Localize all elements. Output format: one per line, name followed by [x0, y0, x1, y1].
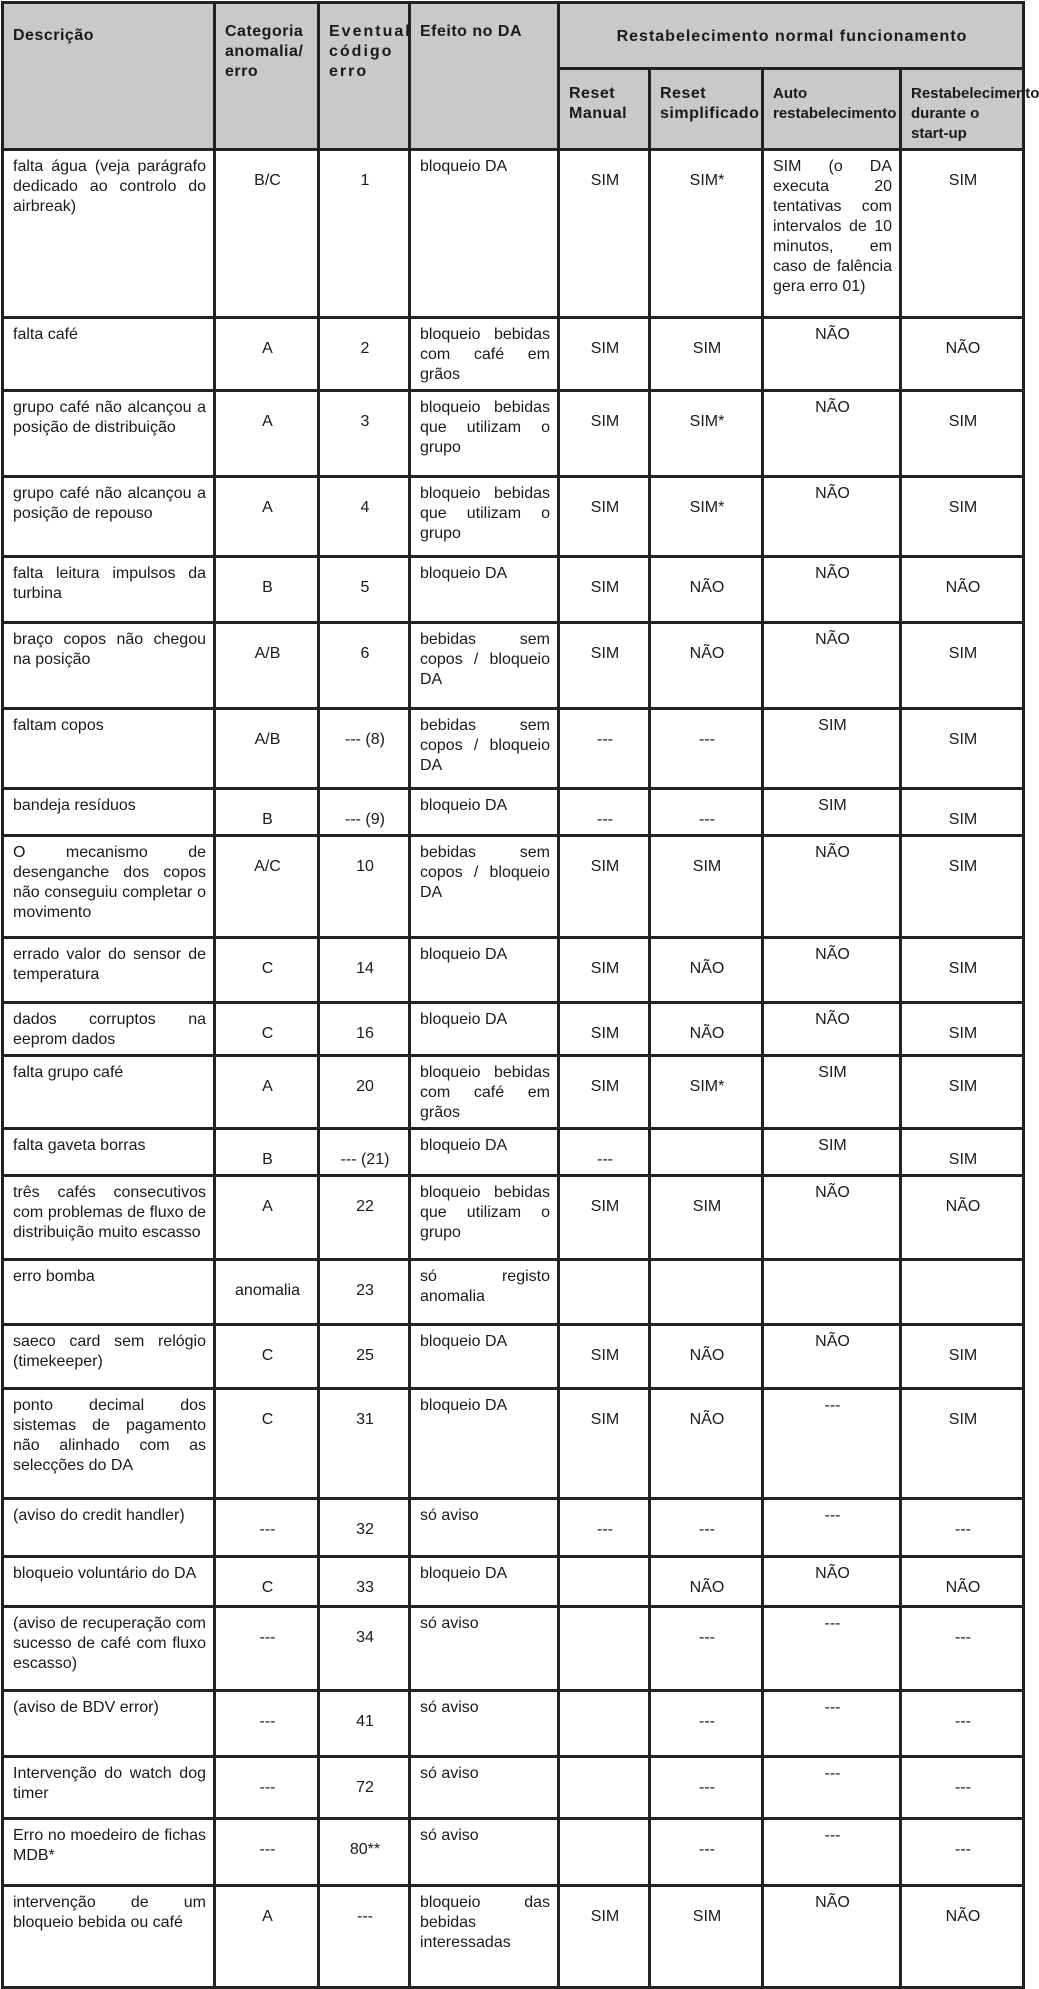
- cell-categoria: A/C: [215, 836, 319, 938]
- cell-reset-manual: [559, 1557, 650, 1607]
- cell-reset-simplificado: SIM*: [650, 150, 763, 318]
- cell-descricao: bloqueio voluntário do DA: [3, 1557, 215, 1607]
- cell-efeito: bloqueio DA: [410, 789, 559, 836]
- cell-categoria: ---: [215, 1691, 319, 1757]
- table-row: [3, 1176, 1024, 1260]
- cell-auto-restabelecimento: [763, 1260, 901, 1325]
- cell-categoria: A: [215, 391, 319, 477]
- cell-auto-restabelecimento: NÃO: [763, 477, 901, 557]
- cell-reset-simplificado: NÃO: [650, 938, 763, 1003]
- cell-efeito: só aviso: [410, 1757, 559, 1819]
- error-codes-table: [1, 1, 1039, 1989]
- table-row: [3, 1757, 1024, 1819]
- cell-categoria: C: [215, 1003, 319, 1056]
- cell-auto-restabelecimento: SIM (o DA executa 20 tentativas com intervalos de 10 minutos, em caso de falência gera erro 01): [763, 150, 901, 318]
- cell-reset-simplificado: ---: [650, 1691, 763, 1757]
- cell-auto-restabelecimento: NÃO: [763, 557, 901, 623]
- table-row: [3, 1129, 1024, 1176]
- cell-reset-manual: SIM: [559, 477, 650, 557]
- cell-categoria: A: [215, 1886, 319, 1988]
- cell-codigo: 10: [319, 836, 410, 938]
- cell-descricao: (aviso de recuperação com sucesso de café com fluxo escasso): [3, 1607, 215, 1691]
- cell-restabelecimento-startup: NÃO: [901, 557, 1024, 623]
- cell-efeito: bloqueio bebidas que utilizam o grupo: [410, 1176, 559, 1260]
- cell-efeito: bloqueio DA: [410, 1003, 559, 1056]
- cell-restabelecimento-startup: SIM: [901, 1325, 1024, 1389]
- cell-restabelecimento-startup: SIM: [901, 477, 1024, 557]
- table-row: [3, 1389, 1024, 1499]
- table-row: [3, 836, 1024, 938]
- cell-reset-manual: SIM: [559, 1886, 650, 1988]
- cell-reset-simplificado: SIM*: [650, 391, 763, 477]
- cell-reset-simplificado: NÃO: [650, 1557, 763, 1607]
- cell-restabelecimento-startup: NÃO: [901, 1176, 1024, 1260]
- cell-auto-restabelecimento: NÃO: [763, 318, 901, 391]
- cell-auto-restabelecimento: NÃO: [763, 391, 901, 477]
- header-categoria: Categoria anomalia/ erro: [215, 3, 319, 150]
- cell-codigo: ---: [319, 1886, 410, 1988]
- cell-reset-simplificado: [650, 1129, 763, 1176]
- cell-efeito: só aviso: [410, 1499, 559, 1557]
- cell-auto-restabelecimento: NÃO: [763, 836, 901, 938]
- cell-descricao: (aviso de BDV error): [3, 1691, 215, 1757]
- cell-reset-simplificado: SIM*: [650, 1056, 763, 1129]
- cell-descricao: grupo café não alcançou a posição de repouso: [3, 477, 215, 557]
- cell-reset-simplificado: ---: [650, 1499, 763, 1557]
- cell-efeito: bloqueio DA: [410, 1557, 559, 1607]
- cell-categoria: C: [215, 938, 319, 1003]
- header-restabelecimento-startup: Restabelecimento durante o start-up: [901, 69, 1024, 150]
- cell-auto-restabelecimento: ---: [763, 1499, 901, 1557]
- cell-reset-simplificado: SIM: [650, 836, 763, 938]
- header-restabelecimento: Restabelecimento normal funcionamento: [559, 3, 1024, 69]
- cell-reset-simplificado: NÃO: [650, 1003, 763, 1056]
- cell-auto-restabelecimento: ---: [763, 1389, 901, 1499]
- cell-codigo: 14: [319, 938, 410, 1003]
- cell-restabelecimento-startup: ---: [901, 1819, 1024, 1886]
- cell-codigo: 31: [319, 1389, 410, 1499]
- cell-codigo: 25: [319, 1325, 410, 1389]
- cell-descricao: Erro no moedeiro de fichas MDB*: [3, 1819, 215, 1886]
- table-row: [3, 1691, 1024, 1757]
- cell-reset-simplificado: NÃO: [650, 1389, 763, 1499]
- cell-descricao: faltam copos: [3, 709, 215, 789]
- cell-auto-restabelecimento: ---: [763, 1691, 901, 1757]
- cell-descricao: três cafés consecutivos com problemas de fluxo de distribuição muito escasso: [3, 1176, 215, 1260]
- cell-auto-restabelecimento: NÃO: [763, 1886, 901, 1988]
- cell-codigo: 16: [319, 1003, 410, 1056]
- cell-auto-restabelecimento: ---: [763, 1757, 901, 1819]
- cell-efeito: bloqueio bebidas que utilizam o grupo: [410, 477, 559, 557]
- table-row: [3, 709, 1024, 789]
- cell-codigo: --- (8): [319, 709, 410, 789]
- cell-efeito: só aviso: [410, 1819, 559, 1886]
- cell-efeito: bloqueio bebidas com café em grãos: [410, 1056, 559, 1129]
- cell-reset-manual: SIM: [559, 938, 650, 1003]
- cell-efeito: bebidas sem copos / bloqueio DA: [410, 623, 559, 709]
- cell-categoria: C: [215, 1389, 319, 1499]
- table-row: [3, 1260, 1024, 1325]
- cell-reset-simplificado: [650, 1260, 763, 1325]
- cell-reset-simplificado: SIM: [650, 1886, 763, 1988]
- table-row: [3, 1003, 1024, 1056]
- cell-categoria: C: [215, 1325, 319, 1389]
- cell-auto-restabelecimento: NÃO: [763, 1003, 901, 1056]
- cell-descricao: braço copos não chegou na posição: [3, 623, 215, 709]
- cell-auto-restabelecimento: SIM: [763, 709, 901, 789]
- cell-reset-manual: ---: [559, 789, 650, 836]
- header-descricao: Descrição: [3, 3, 215, 150]
- cell-restabelecimento-startup: SIM: [901, 789, 1024, 836]
- cell-codigo: 3: [319, 391, 410, 477]
- table-row: [3, 623, 1024, 709]
- cell-reset-manual: ---: [559, 1499, 650, 1557]
- cell-efeito: bloqueio DA: [410, 557, 559, 623]
- cell-auto-restabelecimento: NÃO: [763, 1176, 901, 1260]
- cell-codigo: 80**: [319, 1819, 410, 1886]
- cell-restabelecimento-startup: NÃO: [901, 1886, 1024, 1988]
- cell-restabelecimento-startup: SIM: [901, 150, 1024, 318]
- cell-descricao: O mecanismo de desenganche dos copos não conseguiu completar o movimento: [3, 836, 215, 938]
- cell-categoria: ---: [215, 1819, 319, 1886]
- cell-reset-manual: [559, 1260, 650, 1325]
- cell-codigo: 20: [319, 1056, 410, 1129]
- cell-reset-simplificado: SIM: [650, 1176, 763, 1260]
- cell-efeito: bloqueio DA: [410, 938, 559, 1003]
- cell-codigo: 72: [319, 1757, 410, 1819]
- cell-codigo: 41: [319, 1691, 410, 1757]
- cell-restabelecimento-startup: SIM: [901, 938, 1024, 1003]
- cell-reset-simplificado: NÃO: [650, 1325, 763, 1389]
- cell-descricao: falta água (veja parágrafo dedicado ao controlo do airbreak): [3, 150, 215, 318]
- cell-reset-manual: SIM: [559, 1003, 650, 1056]
- table-row: [3, 938, 1024, 1003]
- cell-codigo: --- (21): [319, 1129, 410, 1176]
- cell-categoria: ---: [215, 1757, 319, 1819]
- cell-auto-restabelecimento: NÃO: [763, 938, 901, 1003]
- table-row: [3, 1325, 1024, 1389]
- cell-reset-simplificado: ---: [650, 1757, 763, 1819]
- cell-descricao: (aviso do credit handler): [3, 1499, 215, 1557]
- cell-categoria: A: [215, 477, 319, 557]
- cell-reset-simplificado: ---: [650, 709, 763, 789]
- cell-reset-simplificado: NÃO: [650, 557, 763, 623]
- cell-efeito: bebidas sem copos / bloqueio DA: [410, 709, 559, 789]
- cell-auto-restabelecimento: ---: [763, 1607, 901, 1691]
- cell-efeito: bebidas sem copos / bloqueio DA: [410, 836, 559, 938]
- cell-auto-restabelecimento: NÃO: [763, 623, 901, 709]
- cell-descricao: falta gaveta borras: [3, 1129, 215, 1176]
- cell-auto-restabelecimento: SIM: [763, 1129, 901, 1176]
- cell-reset-manual: SIM: [559, 1056, 650, 1129]
- table-row: [3, 1607, 1024, 1691]
- cell-restabelecimento-startup: ---: [901, 1607, 1024, 1691]
- cell-codigo: 34: [319, 1607, 410, 1691]
- cell-reset-manual: [559, 1607, 650, 1691]
- cell-codigo: 1: [319, 150, 410, 318]
- cell-descricao: ponto decimal dos sistemas de pagamento não alinhado com as selecções do DA: [3, 1389, 215, 1499]
- cell-restabelecimento-startup: SIM: [901, 1056, 1024, 1129]
- header-reset-manual: Reset Manual: [559, 69, 650, 150]
- cell-categoria: B: [215, 1129, 319, 1176]
- cell-descricao: grupo café não alcançou a posição de distribuição: [3, 391, 215, 477]
- cell-efeito: só aviso: [410, 1607, 559, 1691]
- cell-categoria: A: [215, 318, 319, 391]
- cell-efeito: bloqueio DA: [410, 1389, 559, 1499]
- cell-reset-manual: SIM: [559, 391, 650, 477]
- cell-restabelecimento-startup: SIM: [901, 1129, 1024, 1176]
- table-row: [3, 391, 1024, 477]
- cell-categoria: A: [215, 1056, 319, 1129]
- cell-descricao: falta leitura impulsos da turbina: [3, 557, 215, 623]
- cell-categoria: ---: [215, 1607, 319, 1691]
- cell-codigo: --- (9): [319, 789, 410, 836]
- cell-codigo: 2: [319, 318, 410, 391]
- cell-reset-simplificado: ---: [650, 1607, 763, 1691]
- cell-auto-restabelecimento: ---: [763, 1819, 901, 1886]
- cell-reset-simplificado: SIM*: [650, 477, 763, 557]
- cell-restabelecimento-startup: ---: [901, 1691, 1024, 1757]
- cell-reset-manual: [559, 1691, 650, 1757]
- cell-reset-manual: SIM: [559, 1176, 650, 1260]
- cell-reset-simplificado: ---: [650, 789, 763, 836]
- cell-categoria: B: [215, 789, 319, 836]
- cell-reset-simplificado: NÃO: [650, 623, 763, 709]
- cell-restabelecimento-startup: SIM: [901, 1389, 1024, 1499]
- table-row: [3, 318, 1024, 391]
- cell-reset-manual: SIM: [559, 836, 650, 938]
- cell-categoria: A: [215, 1176, 319, 1260]
- cell-efeito: bloqueio bebidas com café em grãos: [410, 318, 559, 391]
- cell-categoria: A/B: [215, 709, 319, 789]
- cell-reset-manual: SIM: [559, 1325, 650, 1389]
- cell-restabelecimento-startup: SIM: [901, 391, 1024, 477]
- table-row: [3, 1499, 1024, 1557]
- cell-efeito: só registo anomalia: [410, 1260, 559, 1325]
- table-row: [3, 557, 1024, 623]
- cell-reset-manual: [559, 1819, 650, 1886]
- cell-efeito: bloqueio bebidas que utilizam o grupo: [410, 391, 559, 477]
- cell-auto-restabelecimento: NÃO: [763, 1325, 901, 1389]
- table-row: [3, 789, 1024, 836]
- header-codigo: Eventual código erro: [319, 3, 410, 150]
- table-row: [3, 1056, 1024, 1129]
- header-efeito: Efeito no DA: [410, 3, 559, 150]
- table-row: [3, 477, 1024, 557]
- cell-restabelecimento-startup: SIM: [901, 709, 1024, 789]
- header-reset-simplificado: Reset simplificado: [650, 69, 763, 150]
- cell-restabelecimento-startup: [901, 1260, 1024, 1325]
- cell-reset-manual: SIM: [559, 623, 650, 709]
- cell-auto-restabelecimento: NÃO: [763, 1557, 901, 1607]
- table-row: [3, 150, 1024, 318]
- cell-categoria: ---: [215, 1499, 319, 1557]
- cell-reset-manual: SIM: [559, 557, 650, 623]
- cell-descricao: falta café: [3, 318, 215, 391]
- cell-efeito: bloqueio DA: [410, 150, 559, 318]
- table-row: [3, 1886, 1024, 1988]
- cell-codigo: 6: [319, 623, 410, 709]
- cell-descricao: falta grupo café: [3, 1056, 215, 1129]
- cell-efeito: bloqueio DA: [410, 1325, 559, 1389]
- cell-reset-manual: SIM: [559, 318, 650, 391]
- table-row: [3, 1819, 1024, 1886]
- cell-codigo: 23: [319, 1260, 410, 1325]
- cell-restabelecimento-startup: SIM: [901, 1003, 1024, 1056]
- cell-codigo: 4: [319, 477, 410, 557]
- cell-reset-simplificado: SIM: [650, 318, 763, 391]
- cell-restabelecimento-startup: SIM: [901, 623, 1024, 709]
- cell-restabelecimento-startup: SIM: [901, 836, 1024, 938]
- cell-codigo: 32: [319, 1499, 410, 1557]
- cell-descricao: erro bomba: [3, 1260, 215, 1325]
- cell-restabelecimento-startup: NÃO: [901, 1557, 1024, 1607]
- cell-restabelecimento-startup: ---: [901, 1499, 1024, 1557]
- cell-efeito: bloqueio das bebidas interessadas: [410, 1886, 559, 1988]
- cell-descricao: saeco card sem relógio (timekeeper): [3, 1325, 215, 1389]
- cell-codigo: 22: [319, 1176, 410, 1260]
- cell-auto-restabelecimento: SIM: [763, 789, 901, 836]
- header-auto-restabelecimento: Auto restabelecimento: [763, 69, 901, 150]
- cell-categoria: anomalia: [215, 1260, 319, 1325]
- cell-reset-manual: ---: [559, 709, 650, 789]
- cell-reset-manual: ---: [559, 1129, 650, 1176]
- cell-restabelecimento-startup: ---: [901, 1757, 1024, 1819]
- cell-reset-simplificado: ---: [650, 1819, 763, 1886]
- cell-descricao: Intervenção do watch dog timer: [3, 1757, 215, 1819]
- table-body: [3, 150, 1024, 1988]
- cell-descricao: bandeja resíduos: [3, 789, 215, 836]
- table-row: [3, 1557, 1024, 1607]
- cell-efeito: só aviso: [410, 1691, 559, 1757]
- cell-categoria: B/C: [215, 150, 319, 318]
- cell-reset-manual: [559, 1757, 650, 1819]
- cell-descricao: dados corruptos na eeprom dados: [3, 1003, 215, 1056]
- cell-codigo: 33: [319, 1557, 410, 1607]
- cell-reset-manual: SIM: [559, 1389, 650, 1499]
- cell-reset-manual: SIM: [559, 150, 650, 318]
- cell-categoria: C: [215, 1557, 319, 1607]
- cell-efeito: bloqueio DA: [410, 1129, 559, 1176]
- cell-restabelecimento-startup: NÃO: [901, 318, 1024, 391]
- cell-descricao: errado valor do sensor de temperatura: [3, 938, 215, 1003]
- cell-codigo: 5: [319, 557, 410, 623]
- cell-descricao: intervenção de um bloqueio bebida ou café: [3, 1886, 215, 1988]
- cell-categoria: A/B: [215, 623, 319, 709]
- cell-auto-restabelecimento: SIM: [763, 1056, 901, 1129]
- cell-categoria: B: [215, 557, 319, 623]
